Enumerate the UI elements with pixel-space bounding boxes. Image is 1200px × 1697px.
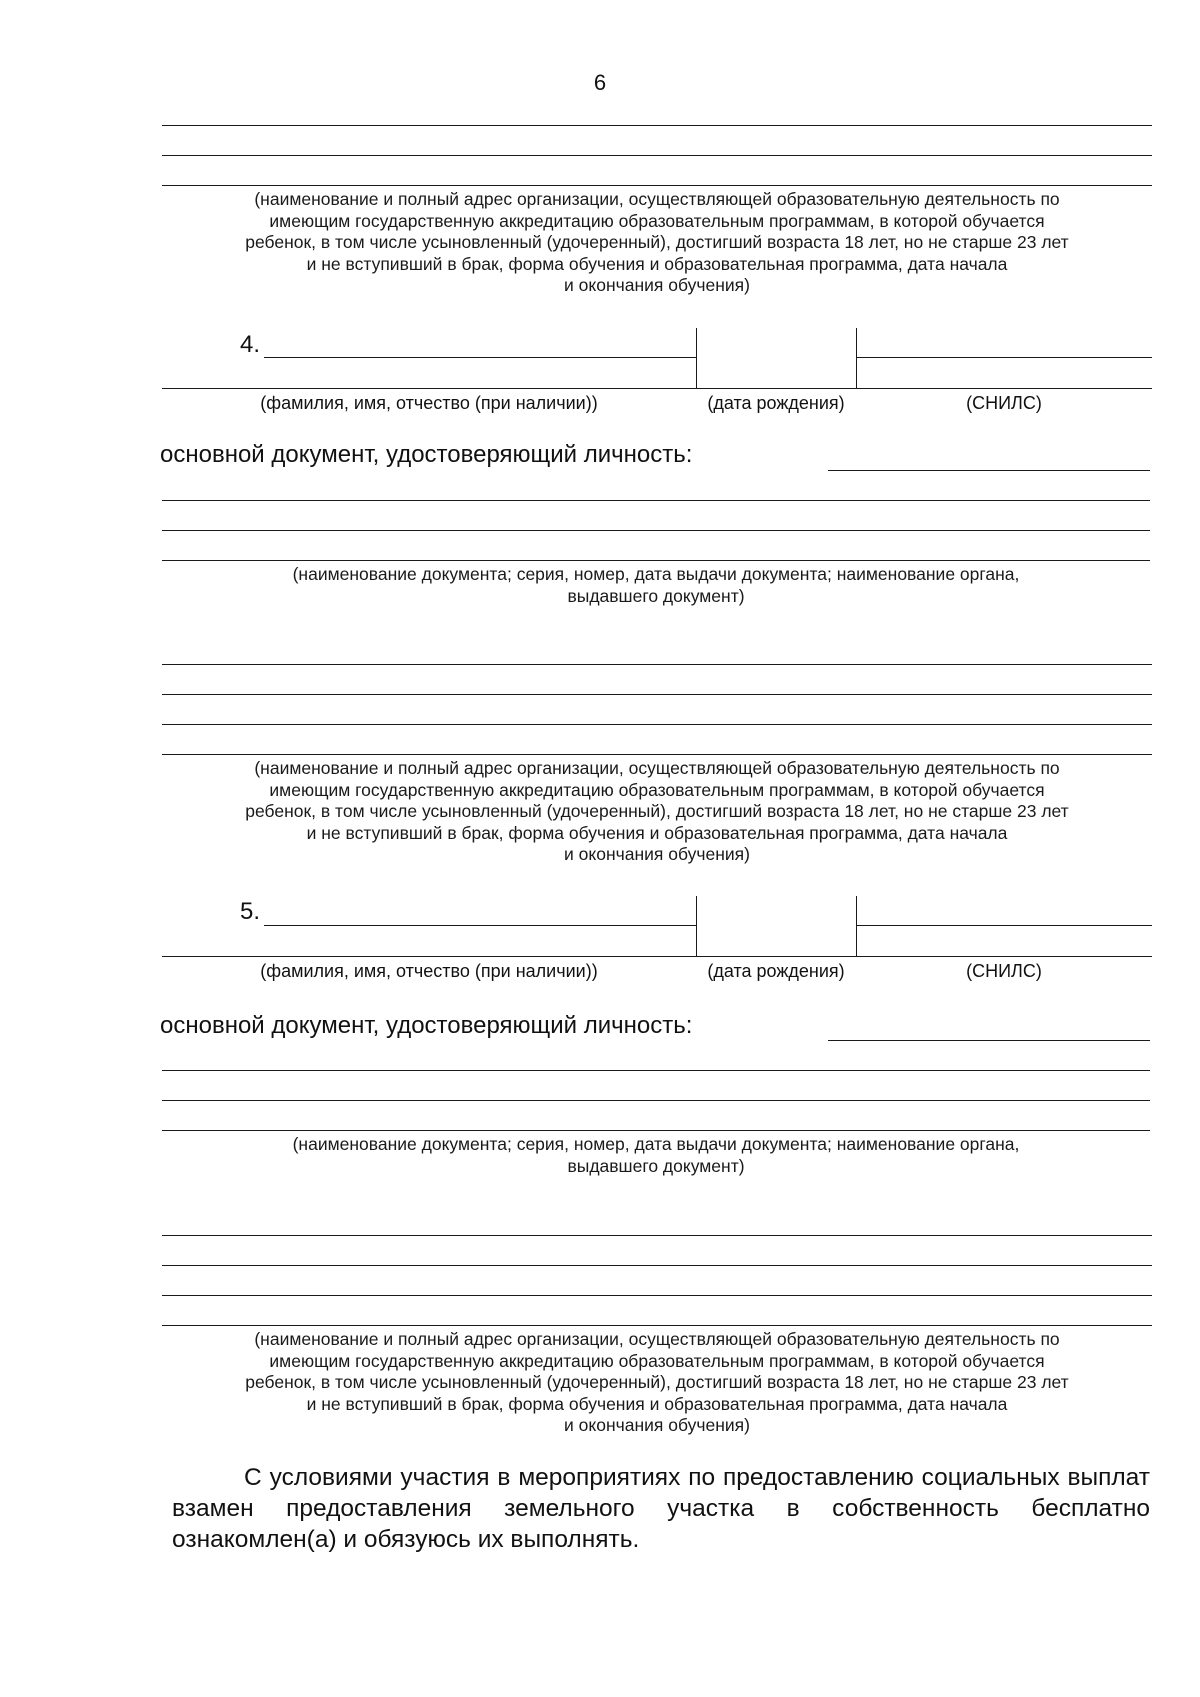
- id-doc-field[interactable]: [828, 1040, 1150, 1041]
- fio-divider: [696, 896, 697, 956]
- org-line-1[interactable]: [162, 1235, 1152, 1236]
- snils-field[interactable]: [856, 357, 1152, 358]
- org-caption-line: (наименование и полный адрес организации, осуществляющей образовательную деятельность по: [254, 758, 1060, 778]
- org-caption: [162, 189, 1152, 297]
- org-line-3[interactable]: [162, 185, 1152, 186]
- id-doc-line-2[interactable]: [162, 530, 1150, 531]
- id-doc-line-1[interactable]: [162, 500, 1150, 501]
- org-caption-line: имеющим государственную аккредитацию образовательным программам, в которой обучается: [269, 1350, 1045, 1371]
- doc-caption-line: выдавшего документ): [567, 1155, 745, 1176]
- org-line-1[interactable]: [162, 664, 1152, 665]
- org-caption-line: имеющим государственную аккредитацию образовательным программам, в которой обучается: [269, 210, 1045, 231]
- doc-caption-line: (наименование документа; серия, номер, дата выдачи документа; наименование органа,: [292, 564, 1020, 584]
- org-caption-line: и окончания обучения): [564, 275, 750, 295]
- org-line-2[interactable]: [162, 694, 1152, 695]
- id-doc-line-3[interactable]: [162, 560, 1150, 561]
- id-doc-line-3[interactable]: [162, 1130, 1150, 1131]
- fio-label: (фамилия, имя, отчество (при наличии)): [260, 961, 598, 981]
- org-line-4[interactable]: [162, 754, 1152, 755]
- org-line-3[interactable]: [162, 724, 1152, 725]
- org-caption: [162, 1329, 1152, 1437]
- org-line-3[interactable]: [162, 1295, 1152, 1296]
- org-caption-line: и не вступивший в брак, форма обучения и образовательная программа, дата начала: [306, 822, 1008, 843]
- birth-label: (дата рождения): [707, 961, 845, 981]
- org-line-2[interactable]: [162, 1265, 1152, 1266]
- doc-caption-line: (наименование документа; серия, номер, дата выдачи документа; наименование органа,: [292, 1134, 1020, 1154]
- id-doc-line-1[interactable]: [162, 1070, 1150, 1071]
- doc-caption: [162, 1134, 1150, 1177]
- org-line-1[interactable]: [162, 125, 1152, 126]
- doc-caption: [162, 564, 1150, 607]
- org-caption-line: и окончания обучения): [564, 1415, 750, 1435]
- birth-divider: [856, 328, 857, 388]
- person-number: 5.: [240, 898, 261, 925]
- person-baseline: [162, 388, 1152, 389]
- snils-label: (СНИЛС): [966, 393, 1042, 413]
- snils-field[interactable]: [856, 925, 1152, 926]
- org-caption-line: ребенок, в том числе усыновленный (удочеренный), достигший возраста 18 лет, но не старше 23 лет: [245, 801, 1069, 821]
- person-number: 4.: [240, 331, 261, 358]
- id-doc-field[interactable]: [828, 470, 1150, 471]
- org-caption-line: и окончания обучения): [564, 844, 750, 864]
- person-baseline: [162, 956, 1152, 957]
- page-number: 6: [593, 70, 607, 95]
- birth-divider: [856, 896, 857, 956]
- org-caption-line: и не вступивший в брак, форма обучения и образовательная программа, дата начала: [306, 253, 1008, 274]
- org-caption-line: ребенок, в том числе усыновленный (удочеренный), достигший возраста 18 лет, но не старше 23 лет: [245, 232, 1069, 252]
- org-caption: [162, 758, 1152, 866]
- doc-caption-line: выдавшего документ): [567, 585, 745, 606]
- org-line-4[interactable]: [162, 1325, 1152, 1326]
- consent-text: С условиями участия в мероприятиях по предоставлению социальных выплат взамен предоставления земельного участка в собственность бесплатно ознакомлен(а) и обязуюсь их выполнять.: [172, 1464, 1150, 1553]
- org-caption-line: (наименование и полный адрес организации, осуществляющей образовательную деятельность по: [254, 189, 1060, 209]
- org-line-2[interactable]: [162, 155, 1152, 156]
- id-doc-line-2[interactable]: [162, 1100, 1150, 1101]
- fio-label: (фамилия, имя, отчество (при наличии)): [260, 393, 598, 413]
- org-caption-line: имеющим государственную аккредитацию образовательным программам, в которой обучается: [269, 779, 1045, 800]
- org-caption-line: (наименование и полный адрес организации, осуществляющей образовательную деятельность по: [254, 1329, 1060, 1349]
- org-caption-line: и не вступивший в брак, форма обучения и образовательная программа, дата начала: [306, 1393, 1008, 1414]
- fio-divider: [696, 328, 697, 388]
- fio-field[interactable]: [264, 357, 696, 358]
- org-caption-line: ребенок, в том числе усыновленный (удочеренный), достигший возраста 18 лет, но не старше 23 лет: [245, 1372, 1069, 1392]
- id-doc-label: основной документ, удостоверяющий личность:: [160, 441, 693, 468]
- snils-label: (СНИЛС): [966, 961, 1042, 981]
- birth-label: (дата рождения): [707, 393, 845, 413]
- consent-paragraph: [172, 1462, 1150, 1555]
- id-doc-label: основной документ, удостоверяющий личность:: [160, 1012, 693, 1039]
- fio-field[interactable]: [264, 925, 696, 926]
